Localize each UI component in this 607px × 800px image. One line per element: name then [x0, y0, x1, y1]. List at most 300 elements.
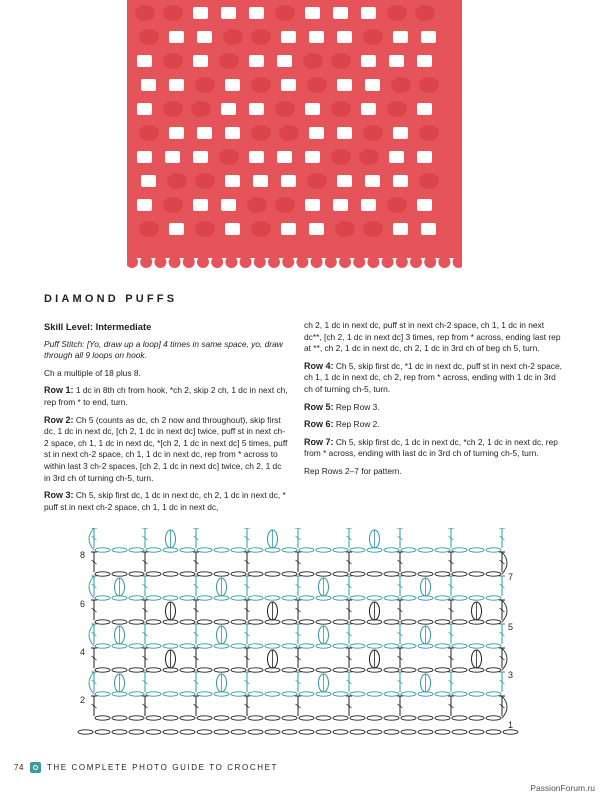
chain-stitch	[384, 644, 399, 648]
puff-stitch-cluster	[391, 77, 411, 93]
puff-stitch-cluster	[387, 197, 407, 213]
row-text: Ch 5, skip first dc, 1 dc in next dc, ch 2, 1 dc in next dc, * puff st in next ch-2 space, ch 1, 1 dc in next dc,	[44, 490, 286, 512]
chain-stitch	[401, 620, 416, 624]
row-instruction	[304, 419, 562, 431]
chain-stitch	[435, 716, 450, 720]
chain-stitch	[299, 644, 314, 648]
chain-stitch	[282, 620, 297, 624]
chain-stitch	[129, 644, 144, 648]
row-text: Ch 5, skip first dc, *1 dc in next dc, puff st in next ch-2 space, ch 1, 1 dc in next dc, ch 2, rep from * across, ending with 1 dc in 3rd ch of turning ch-5, turn.	[304, 360, 562, 394]
chain-stitch	[384, 692, 399, 696]
chain-stitch	[95, 668, 110, 672]
puff-stitch-cluster	[331, 149, 351, 165]
puff-stitch-cluster	[139, 29, 159, 45]
chain-stitch	[469, 572, 484, 576]
chain-stitch	[469, 548, 484, 552]
chain-stitch	[316, 548, 331, 552]
chart-row-number-6: 6	[80, 599, 86, 609]
foundation-chain	[146, 730, 161, 734]
chain-stitch	[231, 572, 246, 576]
mesh-hole	[249, 151, 264, 163]
chain-stitch	[401, 668, 416, 672]
chain-stitch	[214, 716, 229, 720]
foundation-chain	[350, 730, 365, 734]
chain-stitch	[248, 716, 263, 720]
puff-stitch-cluster	[307, 77, 327, 93]
chain-stitch	[486, 668, 501, 672]
chain-stitch	[231, 644, 246, 648]
foundation-chain	[180, 730, 195, 734]
chain-stitch	[282, 644, 297, 648]
chain-stitch	[112, 716, 127, 720]
page-footer	[14, 760, 278, 774]
mesh-hole	[169, 223, 184, 235]
chain-stitch	[214, 572, 229, 576]
instructions-left-column	[44, 321, 289, 519]
chain-stitch	[265, 596, 280, 600]
chain-stitch	[469, 644, 484, 648]
mesh-hole	[393, 127, 408, 139]
mesh-hole	[169, 127, 184, 139]
chain-stitch	[282, 692, 297, 696]
chain-stitch	[146, 572, 161, 576]
mesh-hole	[305, 199, 320, 211]
chain-stitch	[350, 644, 365, 648]
scalloped-edge	[225, 256, 237, 268]
mesh-hole	[389, 55, 404, 67]
puff-stitch-cluster	[307, 173, 327, 189]
mesh-hole	[193, 7, 208, 19]
chain-stitch	[265, 692, 280, 696]
mesh-hole	[221, 199, 236, 211]
chain-stitch	[401, 644, 416, 648]
chain-stitch	[163, 596, 178, 600]
mesh-hole	[225, 127, 240, 139]
foundation-chain	[316, 730, 331, 734]
chain-stitch	[316, 668, 331, 672]
chain-stitch	[452, 572, 467, 576]
row-text: Ch 5, skip first dc, 1 dc in next dc, *ch 2, 1 dc in next dc, rep from * across, ending with last dc in 3rd ch of turning ch-5, turn.	[304, 436, 558, 459]
mesh-hole	[169, 79, 184, 91]
puff-stitch-cluster	[195, 77, 215, 93]
puff-stitch-cluster	[251, 77, 271, 93]
puff-stitch-cluster	[363, 221, 383, 237]
chain-stitch	[197, 716, 212, 720]
chain-stitch	[282, 668, 297, 672]
chain-stitch	[350, 548, 365, 552]
puff-stitch-cluster	[219, 149, 239, 165]
chain-stitch	[197, 596, 212, 600]
scalloped-edge	[438, 256, 450, 268]
chain-stitch	[299, 572, 314, 576]
foundation-chain	[469, 730, 484, 734]
mesh-hole	[137, 199, 152, 211]
chain-stitch	[282, 596, 297, 600]
row-label: Row 6:	[304, 419, 334, 430]
scalloped-edge	[140, 256, 152, 268]
chain-stitch	[248, 572, 263, 576]
chain-stitch	[214, 620, 229, 624]
mesh-hole	[193, 151, 208, 163]
chain-stitch	[282, 548, 297, 552]
chain-stitch	[95, 620, 110, 624]
mesh-hole	[137, 55, 152, 67]
scalloped-edge	[183, 256, 195, 268]
mesh-hole	[337, 79, 352, 91]
row-label: Row 5:	[304, 401, 334, 412]
foundation-chain	[282, 730, 297, 734]
chain-stitch	[197, 620, 212, 624]
chain-stitch	[486, 716, 501, 720]
chain-stitch	[418, 620, 433, 624]
chain-stitch	[333, 596, 348, 600]
chain-stitch	[146, 548, 161, 552]
chain-stitch	[316, 716, 331, 720]
chart-row-number-2: 2	[80, 695, 86, 705]
chain-stitch	[129, 548, 144, 552]
puff-stitch-cluster	[251, 125, 271, 141]
mesh-hole	[305, 103, 320, 115]
foundation-chain	[197, 730, 212, 734]
chain-stitch	[197, 668, 212, 672]
chain-stitch	[384, 596, 399, 600]
chain-stitch	[486, 596, 501, 600]
mesh-hole	[225, 223, 240, 235]
chain-stitch	[163, 572, 178, 576]
mesh-hole	[365, 175, 380, 187]
puff-stitch-cluster	[331, 101, 351, 117]
mesh-hole	[337, 127, 352, 139]
chain-stitch	[112, 548, 127, 552]
chain-stitch	[299, 692, 314, 696]
foundation-chain	[418, 730, 433, 734]
chain-stitch	[95, 716, 110, 720]
chain-stitch	[469, 692, 484, 696]
chain-stitch	[384, 548, 399, 552]
mesh-hole	[141, 175, 156, 187]
chain-stitch	[333, 668, 348, 672]
chain-stitch	[180, 668, 195, 672]
chain-stitch	[333, 644, 348, 648]
chart-row-number-7: 7	[508, 572, 514, 582]
mesh-hole	[389, 151, 404, 163]
chain-stitch	[367, 644, 382, 648]
chain-stitch	[486, 644, 501, 648]
chain-stitch	[112, 572, 127, 576]
puff-stitch-cluster	[363, 125, 383, 141]
row-instruction	[44, 415, 289, 485]
chain-stitch	[333, 716, 348, 720]
chain-stitch	[333, 572, 348, 576]
mesh-hole	[309, 31, 324, 43]
turning-chain	[89, 624, 94, 646]
chain-stitch	[282, 572, 297, 576]
chain-stitch	[350, 692, 365, 696]
scalloped-edge	[367, 256, 379, 268]
chain-stitch	[350, 572, 365, 576]
chain-stitch	[401, 716, 416, 720]
mesh-hole	[393, 175, 408, 187]
chain-stitch	[350, 716, 365, 720]
mesh-hole	[277, 55, 292, 67]
puff-stitch-cluster	[135, 5, 155, 21]
chain-stitch	[95, 596, 110, 600]
chain-stitch	[248, 692, 263, 696]
chain-stitch	[197, 548, 212, 552]
chain-stitch	[129, 596, 144, 600]
row-text: 1 dc in 8th ch from hook, *ch 2, skip 2 ch, 1 dc in next ch, rep from * to end, turn.	[44, 385, 288, 407]
chain-stitch	[435, 548, 450, 552]
scalloped-edge	[325, 256, 337, 268]
chain-stitch	[333, 548, 348, 552]
row-instruction	[304, 361, 562, 396]
scalloped-edge	[282, 256, 294, 268]
scalloped-edge	[353, 256, 365, 268]
chain-stitch	[180, 620, 195, 624]
scalloped-edge	[382, 256, 394, 268]
scalloped-edge	[254, 256, 266, 268]
row-instruction	[44, 385, 289, 408]
chain-stitch	[435, 668, 450, 672]
row-label: Row 4:	[304, 360, 334, 371]
foundation-chain	[163, 730, 178, 734]
scalloped-edge	[311, 256, 323, 268]
foundation-chain	[214, 730, 229, 734]
chain-stitch	[146, 644, 161, 648]
foundation-chain	[78, 730, 93, 734]
puff-stitch-cluster	[303, 53, 323, 69]
mesh-hole	[421, 223, 436, 235]
puff-stitch-cluster	[251, 29, 271, 45]
puff-stitch-cluster	[419, 173, 439, 189]
chain-stitch	[452, 620, 467, 624]
mesh-hole	[361, 55, 376, 67]
chain-stitch	[435, 692, 450, 696]
chain-stitch	[214, 668, 229, 672]
chart-row-number-3: 3	[508, 670, 514, 680]
chain-stitch	[384, 572, 399, 576]
chain-multiple: Ch a multiple of 18 plus 8.	[44, 367, 141, 378]
chain-stitch	[350, 668, 365, 672]
puff-stitch-cluster	[139, 221, 159, 237]
puff-stitch-cluster	[195, 221, 215, 237]
chain-stitch	[350, 620, 365, 624]
chain-stitch	[95, 692, 110, 696]
chain-stitch	[95, 572, 110, 576]
chain-stitch	[129, 572, 144, 576]
chart-row-number-5: 5	[508, 622, 514, 632]
foundation-chain	[95, 730, 110, 734]
row-text: Rep Row 3.	[333, 401, 380, 412]
mesh-hole	[305, 151, 320, 163]
puff-stitch-cluster	[223, 29, 243, 45]
mesh-hole	[361, 199, 376, 211]
chain-stitch	[299, 548, 314, 552]
puff-stitch-cluster	[275, 5, 295, 21]
chart-row-number-4: 4	[80, 647, 86, 657]
chain-stitch	[384, 668, 399, 672]
mesh-hole	[221, 103, 236, 115]
mesh-hole	[137, 103, 152, 115]
chain-stitch	[452, 716, 467, 720]
mesh-hole	[333, 199, 348, 211]
puff-stitch-cluster	[359, 149, 379, 165]
chain-stitch	[384, 620, 399, 624]
chain-stitch	[231, 596, 246, 600]
puff-stitch-cluster	[279, 125, 299, 141]
chain-stitch	[367, 692, 382, 696]
page-number: 74	[14, 762, 24, 772]
chain-stitch	[180, 596, 195, 600]
chain-stitch	[197, 692, 212, 696]
mesh-hole	[281, 79, 296, 91]
mesh-hole	[417, 55, 432, 67]
foundation-chain	[384, 730, 399, 734]
chain-stitch	[316, 572, 331, 576]
mesh-hole	[337, 175, 352, 187]
row-label: Row 7:	[304, 436, 334, 447]
chain-stitch	[418, 548, 433, 552]
chain-stitch	[452, 596, 467, 600]
row-label: Row 1:	[44, 385, 74, 396]
mesh-hole	[221, 7, 236, 19]
mesh-hole	[365, 79, 380, 91]
foundation-chain	[367, 730, 382, 734]
foundation-chain	[333, 730, 348, 734]
scalloped-edge	[154, 256, 166, 268]
chain-stitch	[367, 572, 382, 576]
chain-stitch	[248, 668, 263, 672]
row-instruction	[304, 437, 562, 460]
puff-stitch-cluster	[363, 29, 383, 45]
puff-stitch-cluster	[195, 173, 215, 189]
puff-stitch-cluster	[163, 197, 183, 213]
chain-stitch	[401, 548, 416, 552]
chain-stitch	[282, 716, 297, 720]
chain-stitch	[316, 620, 331, 624]
puff-stitch-cluster	[191, 101, 211, 117]
crochet-stitch-chart	[70, 528, 530, 738]
skill-level: Skill Level: Intermediate	[44, 321, 152, 332]
puff-stitch-cluster	[163, 5, 183, 21]
chain-stitch	[435, 644, 450, 648]
chain-stitch	[146, 716, 161, 720]
mesh-hole	[193, 199, 208, 211]
puff-stitch-definition: Puff Stitch: [Yo, draw up a loop] 4 times in same space, yo, draw through all 9 loops on hook.	[44, 338, 283, 361]
swatch-photo	[127, 0, 462, 272]
puff-stitch-cluster	[335, 221, 355, 237]
mesh-hole	[333, 7, 348, 19]
puff-stitch-cluster	[163, 53, 183, 69]
chain-stitch	[231, 668, 246, 672]
foundation-chain	[452, 730, 467, 734]
chain-stitch	[146, 620, 161, 624]
row-instruction	[44, 490, 289, 513]
chain-stitch	[333, 620, 348, 624]
chain-stitch	[435, 572, 450, 576]
mesh-hole	[361, 103, 376, 115]
turning-chain	[89, 672, 94, 694]
puff-stitch-cluster	[251, 221, 271, 237]
row-label: Row 2:	[44, 414, 74, 425]
chain-stitch	[418, 572, 433, 576]
scalloped-edge	[410, 256, 422, 268]
mesh-hole	[393, 31, 408, 43]
chain-stitch	[401, 572, 416, 576]
chain-stitch	[231, 716, 246, 720]
chain-stitch	[180, 716, 195, 720]
chain-stitch	[333, 692, 348, 696]
chart-row-number-8: 8	[80, 550, 86, 560]
mesh-hole	[305, 7, 320, 19]
foundation-chain	[248, 730, 263, 734]
chain-stitch	[248, 548, 263, 552]
chain-stitch	[163, 644, 178, 648]
mesh-hole	[393, 223, 408, 235]
chain-stitch	[418, 716, 433, 720]
chain-stitch	[231, 692, 246, 696]
chain-stitch	[129, 620, 144, 624]
puff-stitch-cluster	[275, 197, 295, 213]
scalloped-edge	[240, 256, 252, 268]
scalloped-edge	[296, 256, 308, 268]
chain-stitch	[265, 572, 280, 576]
scalloped-edge	[268, 256, 280, 268]
scalloped-edge	[197, 256, 209, 268]
chain-stitch	[129, 668, 144, 672]
chain-stitch	[180, 548, 195, 552]
chain-stitch	[469, 596, 484, 600]
foundation-chain	[112, 730, 127, 734]
scalloped-edge	[169, 256, 181, 268]
turning-chain	[89, 576, 94, 598]
chain-stitch	[486, 572, 501, 576]
chain-stitch	[197, 644, 212, 648]
chain-stitch	[146, 668, 161, 672]
puff-stitch-cluster	[415, 5, 435, 21]
mesh-hole	[281, 175, 296, 187]
chain-stitch	[180, 692, 195, 696]
chain-stitch	[401, 692, 416, 696]
mesh-hole	[249, 7, 264, 19]
chart-row-number-1: 1	[508, 720, 514, 730]
mesh-hole	[137, 151, 152, 163]
chain-stitch	[231, 548, 246, 552]
chain-stitch	[367, 716, 382, 720]
mesh-hole	[417, 151, 432, 163]
chain-stitch	[486, 548, 501, 552]
chain-stitch	[95, 548, 110, 552]
chain-stitch	[129, 716, 144, 720]
mesh-hole	[169, 31, 184, 43]
puff-stitch-cluster	[163, 101, 183, 117]
chain-stitch	[452, 644, 467, 648]
foundation-chain	[503, 730, 518, 734]
turning-chain	[89, 528, 94, 550]
mesh-hole	[281, 223, 296, 235]
scalloped-edge	[396, 256, 408, 268]
chain-stitch	[401, 596, 416, 600]
book-title: THE COMPLETE PHOTO GUIDE TO CROCHET	[46, 762, 279, 772]
puff-stitch-cluster	[167, 173, 187, 189]
scalloped-edge	[339, 256, 351, 268]
chain-stitch	[299, 668, 314, 672]
chain-stitch	[265, 716, 280, 720]
chain-stitch	[418, 668, 433, 672]
mesh-hole	[309, 127, 324, 139]
puff-stitch-cluster	[419, 125, 439, 141]
row-text: Ch 5 (counts as dc, ch 2 now and throughout), skip first dc, 1 dc in next dc, [ch 2, 1 dc in next dc] twice, puff st in next ch-2 space, ch 1, 1 dc in next dc, *[ch 2, 1 dc in next dc] 5 times, puff st in next ch-2 space, ch 1, 1 dc in next dc, rep from * across to within last 3 ch-2 spaces, [ch 2, 1 dc in next dc] twice, ch 2, 1 dc in 3rd ch of turning ch-5, turn.	[44, 414, 288, 483]
